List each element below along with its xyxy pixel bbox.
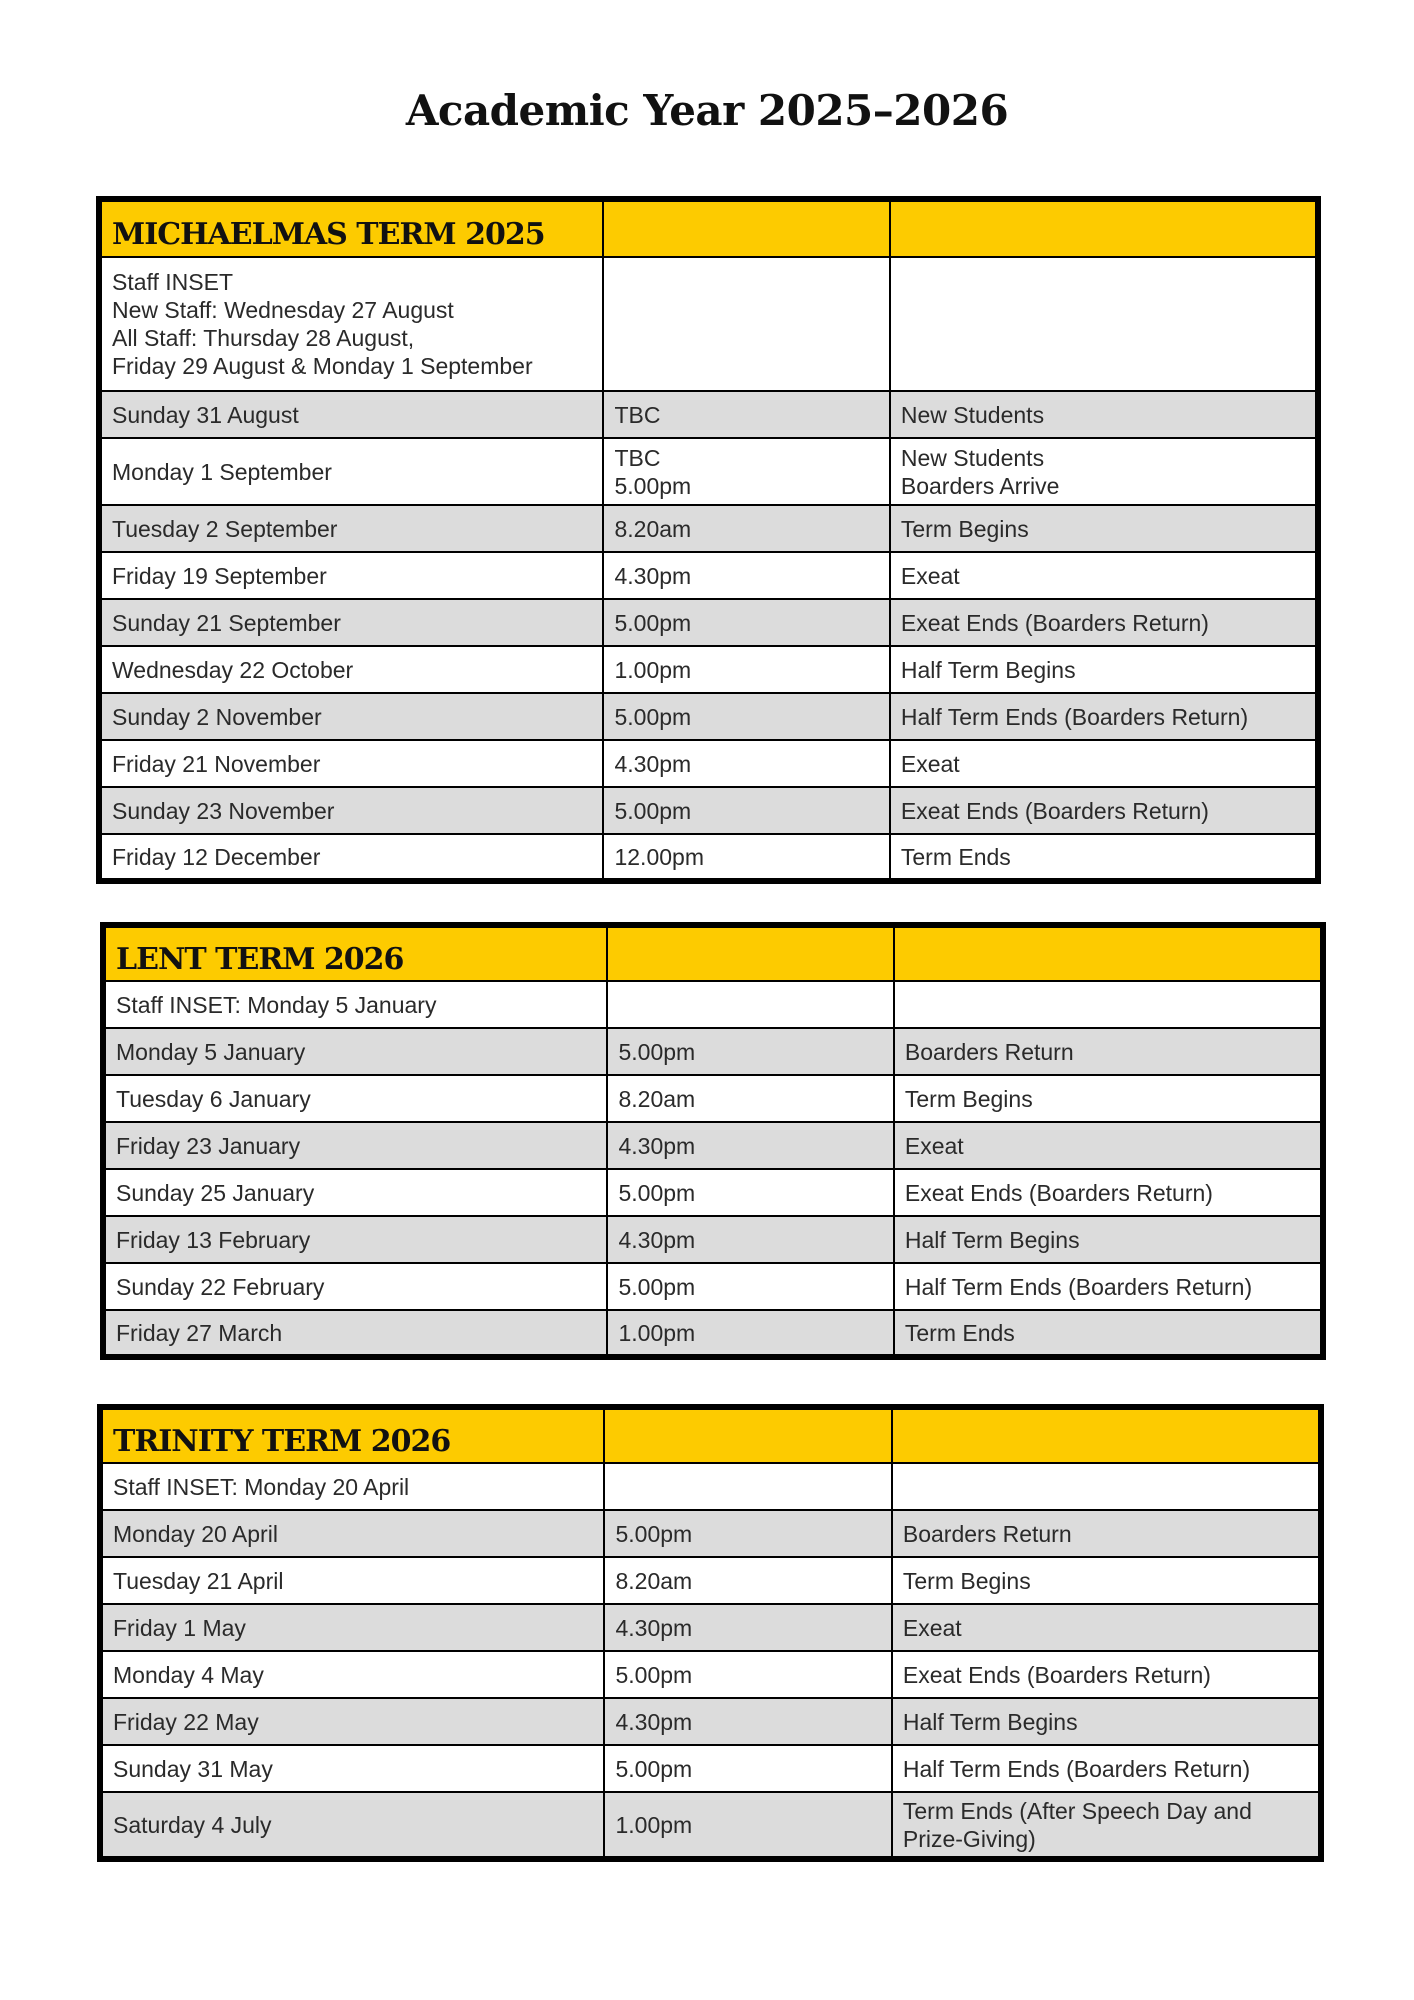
event-cell: Term Ends (After Speech Day and Prize-Giving): [892, 1792, 1321, 1859]
header-cell: [604, 1407, 891, 1463]
time-cell: 5.00pm: [603, 787, 889, 834]
event-cell: Term Begins: [890, 505, 1318, 552]
table-row: [99, 599, 1318, 646]
table-row: [100, 1698, 1321, 1745]
term-name-cell: [99, 199, 603, 257]
date-cell: Sunday 31 August: [99, 391, 603, 438]
event-cell: Half Term Ends (Boarders Return): [890, 693, 1318, 740]
date-cell: Sunday 25 January: [103, 1169, 607, 1216]
event-cell: Exeat: [890, 740, 1318, 787]
table-row: [99, 646, 1318, 693]
date-cell: Friday 21 November: [99, 740, 603, 787]
date-cell: Staff INSET New Staff: Wednesday 27 August All Staff: Thursday 28 August, Friday 29 August & Monday 1 September: [99, 257, 603, 391]
date-cell: Sunday 31 May: [100, 1745, 604, 1792]
time-cell: TBC 5.00pm: [603, 438, 889, 505]
table-row: [100, 1463, 1321, 1510]
date-cell: Sunday 2 November: [99, 693, 603, 740]
time-cell: 1.00pm: [603, 646, 889, 693]
time-cell: [603, 257, 889, 391]
table-row: [99, 438, 1318, 505]
event-cell: Term Ends: [890, 834, 1318, 881]
event-cell: Half Term Ends (Boarders Return): [892, 1745, 1321, 1792]
table-row: [100, 1604, 1321, 1651]
time-cell: 1.00pm: [604, 1792, 891, 1859]
header-cell: [892, 1407, 1321, 1463]
table-row: [99, 787, 1318, 834]
event-cell: Term Begins: [892, 1557, 1321, 1604]
event-cell: Exeat Ends (Boarders Return): [890, 599, 1318, 646]
date-cell: Sunday 21 September: [99, 599, 603, 646]
event-cell: Exeat: [892, 1604, 1321, 1651]
term-name-cell: [100, 1407, 604, 1463]
table-row: [103, 1075, 1323, 1122]
lent-term-table: [100, 922, 1326, 1360]
date-cell: Tuesday 21 April: [100, 1557, 604, 1604]
table-row: [103, 1310, 1323, 1357]
table-row: [99, 693, 1318, 740]
event-cell: Half Term Begins: [890, 646, 1318, 693]
event-cell: Half Term Begins: [892, 1698, 1321, 1745]
date-cell: Friday 1 May: [100, 1604, 604, 1651]
table-row: [103, 1028, 1323, 1075]
event-cell: Exeat: [894, 1122, 1323, 1169]
event-cell: [894, 981, 1323, 1028]
event-cell: Exeat: [890, 552, 1318, 599]
date-cell: Staff INSET: Monday 20 April: [100, 1463, 604, 1510]
time-cell: 4.30pm: [604, 1604, 891, 1651]
table-row: [103, 981, 1323, 1028]
time-cell: 5.00pm: [603, 599, 889, 646]
date-cell: Friday 19 September: [99, 552, 603, 599]
date-cell: Wednesday 22 October: [99, 646, 603, 693]
time-cell: 5.00pm: [604, 1651, 891, 1698]
table-row: [103, 1216, 1323, 1263]
event-cell: Boarders Return: [892, 1510, 1321, 1557]
page-title: Academic Year 2025–2026: [405, 86, 1009, 135]
table-row: [100, 1745, 1321, 1792]
event-cell: New Students: [890, 391, 1318, 438]
table-row: [100, 1510, 1321, 1557]
table-row: [99, 740, 1318, 787]
table-row: [103, 1122, 1323, 1169]
table-row: [99, 505, 1318, 552]
date-cell: Staff INSET: Monday 5 January: [103, 981, 607, 1028]
event-cell: Term Begins: [894, 1075, 1323, 1122]
event-cell: Half Term Begins: [894, 1216, 1323, 1263]
time-cell: 5.00pm: [604, 1510, 891, 1557]
event-cell: Exeat Ends (Boarders Return): [894, 1169, 1323, 1216]
table-row: [99, 391, 1318, 438]
time-cell: 8.20am: [607, 1075, 893, 1122]
date-cell: Friday 22 May: [100, 1698, 604, 1745]
term-name: LENT TERM 2026: [116, 941, 404, 977]
time-cell: [604, 1463, 891, 1510]
time-cell: 4.30pm: [607, 1216, 893, 1263]
time-cell: [607, 981, 893, 1028]
event-cell: Term Ends: [894, 1310, 1323, 1357]
date-cell: Monday 1 September: [99, 438, 603, 505]
table-row: [100, 1792, 1321, 1859]
table-row: [100, 1557, 1321, 1604]
event-cell: Exeat Ends (Boarders Return): [890, 787, 1318, 834]
term-header-row: [103, 925, 1323, 981]
date-cell: Tuesday 2 September: [99, 505, 603, 552]
time-cell: 4.30pm: [604, 1698, 891, 1745]
event-cell: Exeat Ends (Boarders Return): [892, 1651, 1321, 1698]
table-row: [103, 1169, 1323, 1216]
date-cell: Friday 13 February: [103, 1216, 607, 1263]
table-row: [99, 552, 1318, 599]
date-cell: Saturday 4 July: [100, 1792, 604, 1859]
term-name-cell: [103, 925, 607, 981]
date-cell: Monday 20 April: [100, 1510, 604, 1557]
date-cell: Friday 12 December: [99, 834, 603, 881]
table-row: [99, 257, 1318, 391]
table-row: [99, 834, 1318, 881]
term-name: MICHAELMAS TERM 2025: [112, 216, 545, 252]
term-header-row: [100, 1407, 1321, 1463]
event-cell: [890, 257, 1318, 391]
date-cell: Monday 5 January: [103, 1028, 607, 1075]
event-cell: Boarders Return: [894, 1028, 1323, 1075]
header-cell: [607, 925, 893, 981]
header-cell: [890, 199, 1318, 257]
time-cell: 12.00pm: [603, 834, 889, 881]
event-cell: New Students Boarders Arrive: [890, 438, 1318, 505]
time-cell: 8.20am: [603, 505, 889, 552]
time-cell: 8.20am: [604, 1557, 891, 1604]
time-cell: 1.00pm: [607, 1310, 893, 1357]
date-cell: Friday 27 March: [103, 1310, 607, 1357]
time-cell: 4.30pm: [607, 1122, 893, 1169]
time-cell: 5.00pm: [607, 1169, 893, 1216]
michaelmas-term-table: [96, 196, 1321, 884]
time-cell: 5.00pm: [603, 693, 889, 740]
trinity-term-table: [97, 1404, 1324, 1862]
time-cell: 4.30pm: [603, 740, 889, 787]
time-cell: 5.00pm: [604, 1745, 891, 1792]
date-cell: Tuesday 6 January: [103, 1075, 607, 1122]
date-cell: Friday 23 January: [103, 1122, 607, 1169]
date-cell: Sunday 22 February: [103, 1263, 607, 1310]
event-cell: [892, 1463, 1321, 1510]
time-cell: 5.00pm: [607, 1263, 893, 1310]
time-cell: 5.00pm: [607, 1028, 893, 1075]
table-row: [103, 1263, 1323, 1310]
header-cell: [894, 925, 1323, 981]
term-header-row: [99, 199, 1318, 257]
date-cell: Monday 4 May: [100, 1651, 604, 1698]
event-cell: Half Term Ends (Boarders Return): [894, 1263, 1323, 1310]
term-name: TRINITY TERM 2026: [113, 1423, 451, 1459]
time-cell: 4.30pm: [603, 552, 889, 599]
date-cell: Sunday 23 November: [99, 787, 603, 834]
header-cell: [603, 199, 889, 257]
time-cell: TBC: [603, 391, 889, 438]
table-row: [100, 1651, 1321, 1698]
